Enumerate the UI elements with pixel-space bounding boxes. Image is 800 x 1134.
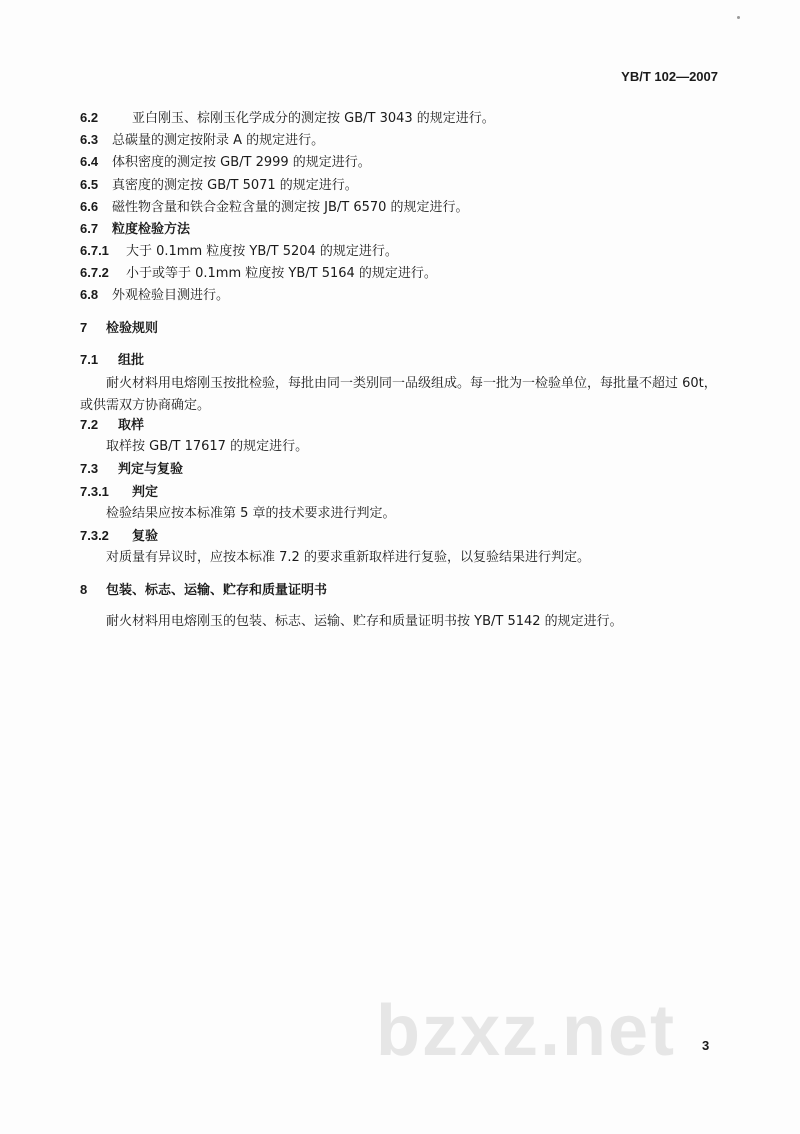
clause-title: 判定与复验	[118, 462, 184, 477]
clause-number: 7.2	[80, 417, 99, 432]
clause-text: 小于或等于 0.1mm 粒度按 YB/T 5164 的规定进行。	[126, 266, 437, 281]
watermark: bzxz.net	[376, 991, 677, 1071]
page-number: 3	[702, 1038, 710, 1053]
section-title: 检验规则	[106, 321, 159, 336]
section-7-heading	[80, 320, 158, 337]
clause-6-4	[80, 154, 371, 171]
clause-6-3	[80, 132, 324, 149]
clause-text: 磁性物含量和铁合金粒含量的测定按 JB/T 6570 的规定进行。	[112, 200, 469, 215]
clause-title: 组批	[118, 353, 145, 368]
clause-number: 6.8	[80, 287, 99, 302]
clause-7-3-1-heading	[80, 484, 158, 501]
clause-title: 取样	[118, 418, 145, 433]
clause-number: 7.1	[80, 352, 99, 367]
clause-7-1-body	[80, 373, 720, 417]
clause-number: 6.7	[80, 221, 99, 236]
clause-text: 大于 0.1mm 粒度按 YB/T 5204 的规定进行。	[126, 244, 398, 259]
section-8-heading	[80, 582, 327, 599]
clause-text: 外观检验目测进行。	[112, 288, 230, 303]
clause-number: 6.7.2	[80, 265, 109, 280]
clause-number: 6.3	[80, 132, 99, 147]
clause-number: 7.3.1	[80, 484, 109, 499]
clause-7-3-1-body: 检验结果应按本标准第 5 章的技术要求进行判定。	[106, 506, 396, 521]
clause-number: 6.5	[80, 177, 99, 192]
clause-7-3-heading	[80, 461, 183, 478]
clause-6-7-2	[80, 265, 437, 282]
clause-6-8	[80, 287, 229, 304]
clause-7-3-2-heading	[80, 528, 158, 545]
clause-6-7-1	[80, 243, 398, 260]
clause-6-2	[80, 110, 495, 127]
clause-title: 复验	[132, 529, 159, 544]
clause-6-5	[80, 177, 358, 194]
clause-7-2-body: 取样按 GB/T 17617 的规定进行。	[106, 439, 309, 454]
scan-speck	[737, 16, 740, 19]
clause-number: 6.7.1	[80, 243, 109, 258]
clause-text: 体积密度的测定按 GB/T 2999 的规定进行。	[112, 155, 371, 170]
section-title: 包装、标志、运输、贮存和质量证明书	[106, 583, 328, 598]
clause-text: 总碳量的测定按附录 A 的规定进行。	[112, 133, 325, 148]
section-number: 7	[80, 320, 88, 335]
clause-6-7	[80, 221, 190, 238]
clause-7-1-heading	[80, 352, 144, 369]
clause-number: 7.3.2	[80, 528, 109, 543]
clause-title: 判定	[132, 485, 159, 500]
clause-number: 6.2	[80, 110, 99, 125]
clause-7-2-heading	[80, 417, 144, 434]
standard-code-header: YB/T 102—2007	[621, 69, 718, 84]
clause-number: 6.4	[80, 154, 99, 169]
clause-text: 真密度的测定按 GB/T 5071 的规定进行。	[112, 178, 358, 193]
clause-text: 亚白刚玉、棕刚玉化学成分的测定按 GB/T 3043 的规定进行。	[132, 111, 495, 126]
clause-7-3-2-body: 对质量有异议时，应按本标准 7.2 的要求重新取样进行复验，以复验结果进行判定。	[106, 550, 590, 565]
clause-6-6	[80, 199, 469, 216]
clause-number: 7.3	[80, 461, 99, 476]
clause-number: 6.6	[80, 199, 99, 214]
clause-heading: 粒度检验方法	[112, 222, 191, 237]
section-number: 8	[80, 582, 88, 597]
clause-body: 耐火材料用电熔刚玉按批检验，每批由同一类别同一品级组成。每一批为一检验单位，每批量不超过 60t，或供需双方协商确定。	[80, 376, 717, 413]
section-8-body: 耐火材料用电熔刚玉的包装、标志、运输、贮存和质量证明书按 YB/T 5142 的规定进行。	[106, 614, 623, 629]
